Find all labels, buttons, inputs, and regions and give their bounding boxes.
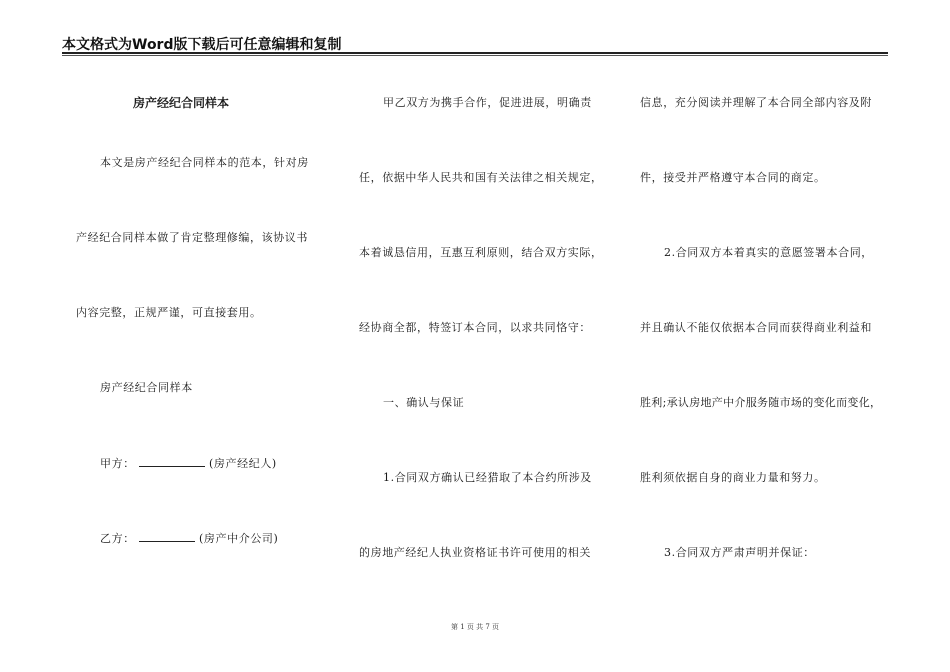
document-title: 房产经纪合同样本	[133, 96, 230, 110]
paragraph-line: 甲乙双方为携手合作，促进进展，明确责	[383, 96, 592, 109]
paragraph-line: 2.合同双方本着真实的意愿签署本合同，	[664, 246, 873, 259]
page-number: 第 1 页 共 7 页	[450, 623, 500, 631]
paragraph-line: 信息，充分阅读并理解了本合同全部内容及附	[640, 96, 872, 109]
party-a-line	[100, 454, 277, 471]
party-b-label: 乙方：	[100, 532, 135, 545]
paragraph-line: 胜利须依据自身的商业力量和努力。	[640, 471, 826, 484]
paragraph-line: 的房地产经纪人执业资格证书许可使用的相关	[359, 546, 591, 559]
paragraph-line: 经协商全都，特签订本合同，以求共同恪守：	[359, 321, 591, 334]
header-rule	[62, 52, 888, 54]
party-b-line	[100, 529, 278, 546]
paragraph-line: 3.合同双方严肃声明并保证：	[664, 546, 815, 559]
paragraph-line: 件，接受并严格遵守本合同的商定。	[640, 171, 826, 184]
party-a-note: (房产经纪人)	[209, 457, 277, 470]
paragraph-line: 产经纪合同样本做了肯定整理修编，该协议书	[76, 231, 308, 244]
paragraph-line: 内容完整，正规严谨，可直接套用。	[76, 306, 262, 319]
party-b-blank-field[interactable]	[139, 529, 195, 542]
paragraph-line: 1.合同双方确认已经猎取了本合约所涉及	[383, 471, 592, 484]
paragraph-line: 并且确认不能仅依据本合同而获得商业利益和	[640, 321, 872, 334]
header-rule-thin	[62, 55, 888, 56]
paragraph-line: 任，依据中华人民共和国有关法律之相关规定，	[359, 171, 603, 184]
paragraph-line: 本着诚恳信用，互惠互利原则，结合双方实际，	[359, 246, 603, 259]
party-a-blank-field[interactable]	[139, 454, 205, 467]
paragraph-line: 本文是房产经纪合同样本的范本，针对房	[100, 156, 309, 169]
party-a-label: 甲方：	[100, 457, 135, 470]
party-b-note: (房产中介公司)	[199, 532, 279, 545]
section-heading: 房产经纪合同样本	[100, 381, 193, 394]
page-header: 本文格式为Word版下载后可任意编辑和复制	[62, 37, 342, 53]
paragraph-line: 胜利;承认房地产中介服务随市场的变化而变化，	[640, 396, 882, 409]
section-heading: 一、确认与保证	[383, 396, 465, 409]
